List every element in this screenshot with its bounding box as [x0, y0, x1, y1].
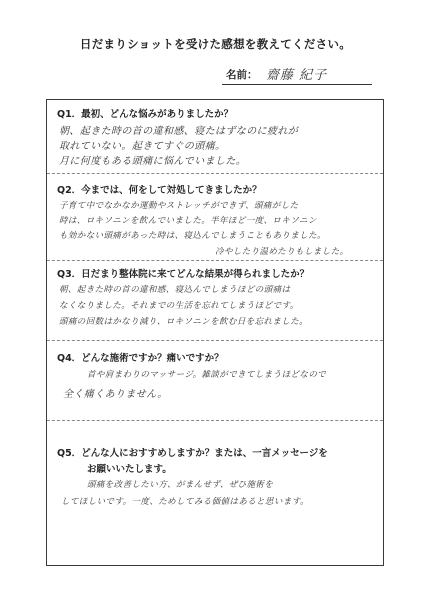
answer-2-line-1: 子育て中でなかなか運動やストレッチができず、頭痛がした: [59, 201, 299, 211]
answer-3-line-1: 朝、起きた時の首の違和感、寝込んでしまうほどの頭痛は: [59, 285, 291, 295]
answer-3-line-3: 頭痛の回数はかなり減り、ロキソニンを飲む日を忘れました。: [59, 317, 309, 327]
question-5-label-cont: お願いいたします。: [87, 464, 172, 475]
answer-1-line-3: 月に何度もある頭痛に悩んでいました。: [59, 156, 247, 167]
question-5-label: Q5．どんな人におすすめしますか？または、一言メッセージを: [57, 448, 328, 459]
name-signature: 齋藤 紀子: [266, 68, 328, 83]
answer-5-line-2: してほしいです。一度、ためしてみる価値はあると思います。: [61, 497, 309, 507]
questionnaire-box: [46, 99, 384, 566]
answer-2-line-2: 時は、ロキソニンを飲んでいました。半年ほど一度、ロキソニン: [59, 216, 317, 226]
section-divider: [47, 420, 383, 421]
answer-5-line-1: 頭痛を改善したい方、がまんせず、ぜひ施術を: [87, 480, 274, 490]
name-label: 名前：: [226, 69, 258, 81]
question-2-label: Q2．今までは、何をして対処してきましたか？: [57, 185, 262, 196]
form-title: 日だまりショットを受けた感想を教えてください。: [79, 37, 352, 51]
section-divider: [47, 260, 383, 261]
answer-1-line-2: 取れていない。起きてすぐの頭痛。: [59, 141, 226, 152]
answer-4-line-1: 首や肩まわりのマッサージ。雑談ができてしまうほどなので: [87, 370, 327, 380]
answer-2-line-4: 冷やしたり温めたりもしました。: [215, 247, 349, 257]
answer-1-line-1: 朝、起きた時の首の違和感、寝たはずなのに疲れが: [59, 126, 299, 137]
answer-3-line-2: なくなりました。それまでの生活を忘れてしまうほどです。: [59, 301, 299, 311]
section-divider: [47, 173, 383, 174]
answer-2-line-3: も効かない頭痛があった時は、寝込んでしまうこともありました。: [59, 231, 326, 241]
question-4-label: Q4．どんな施術ですか？痛いですか？: [57, 353, 224, 364]
question-3-label: Q3．日だまり整体院に来てどんな結果が得られましたか？: [57, 269, 310, 280]
question-1-label: Q1．最初、どんな悩みがありましたか？: [57, 109, 234, 120]
answer-4-line-2: 全く痛くありません。: [63, 389, 168, 400]
section-divider: [47, 340, 383, 341]
name-field: [222, 62, 372, 85]
